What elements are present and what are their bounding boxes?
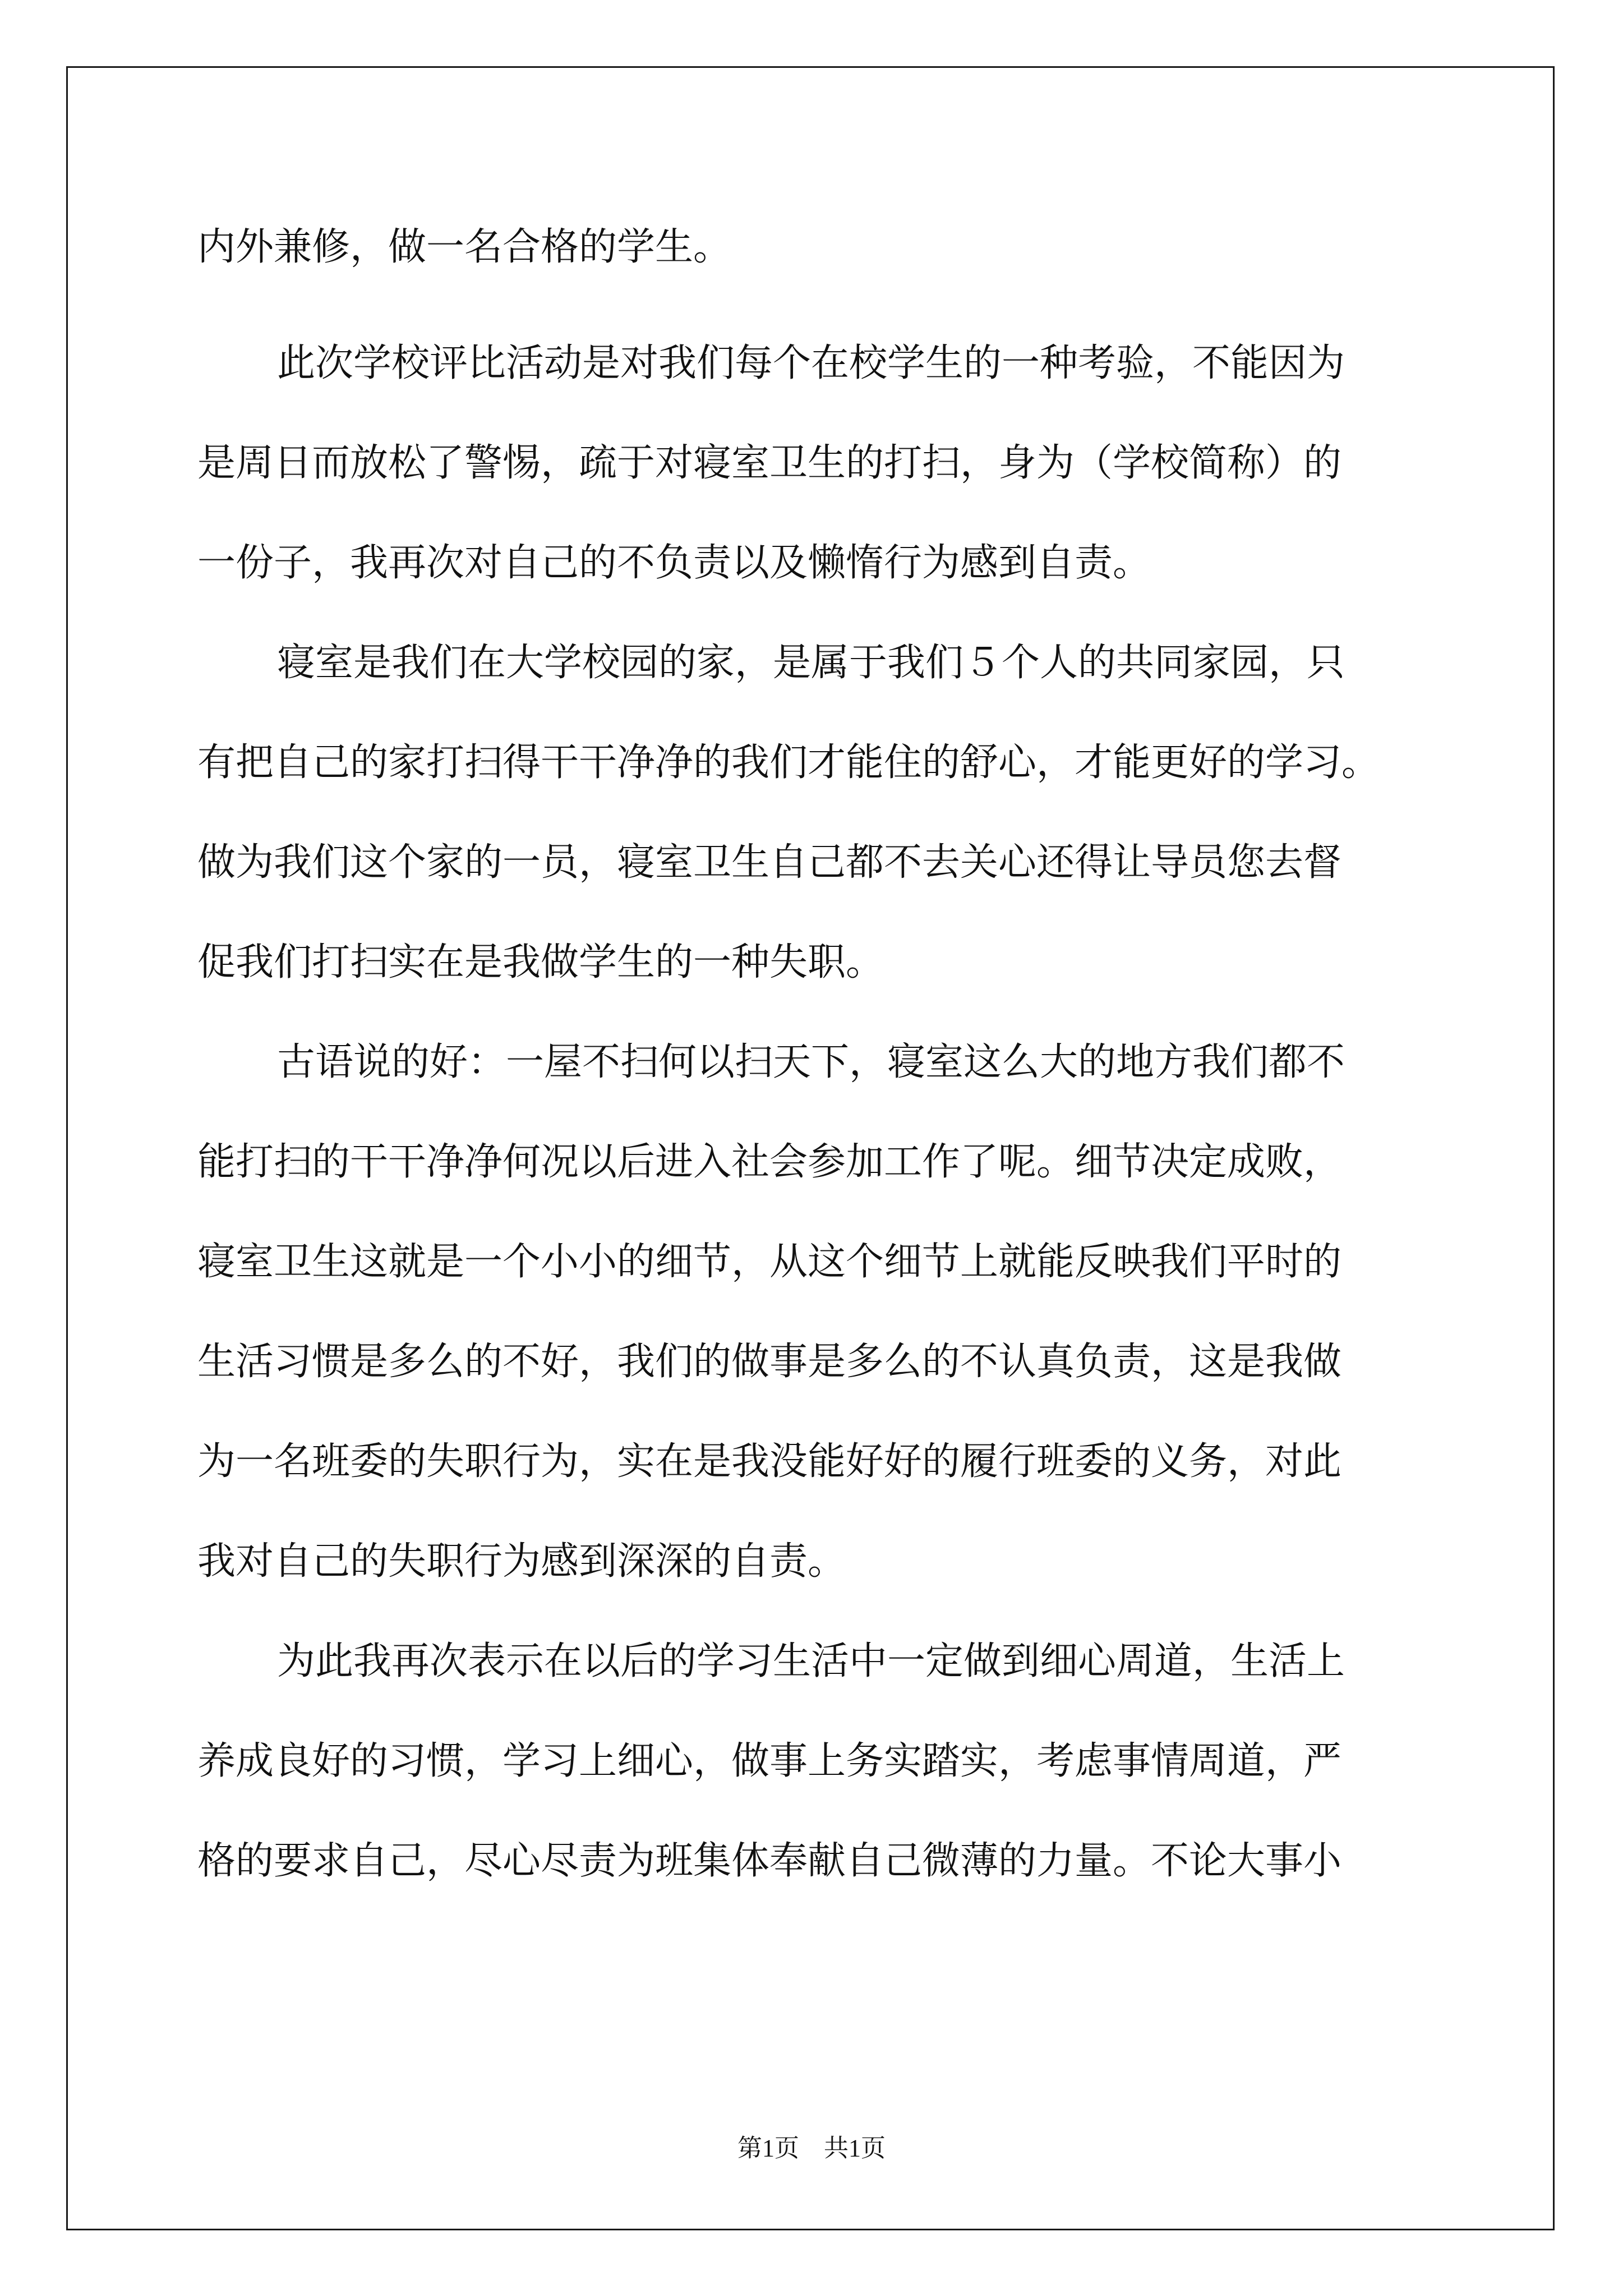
paragraph-start-line: 寝室是我们在大学校园的家，是属于我们５个人的共同家园，只 [277, 641, 1345, 685]
text-line: 是周日而放松了警惕，疏于对寝室卫生的打扫，身为（学校简称）的 [197, 441, 1342, 485]
text-line: 内外兼修，做一名合格的学生。 [197, 225, 732, 269]
text-line: 一份子，我再次对自己的不负责以及懒惰行为感到自责。 [197, 541, 1151, 585]
paragraph-start-line: 古语说的好：一屋不扫何以扫天下，寝室这么大的地方我们都不 [277, 1040, 1345, 1084]
paragraph-start-line: 此次学校评比活动是对我们每个在校学生的一种考验，不能因为 [277, 341, 1345, 385]
text-line: 生活习惯是多么的不好，我们的做事是多么的不认真负责，这是我做 [197, 1340, 1342, 1384]
page-number: 第1页 共1页 [737, 2134, 886, 2162]
text-line: 寝室卫生这就是一个小小的细节，从这个细节上就能反映我们平时的 [197, 1240, 1342, 1284]
text-line: 能打扫的干干净净何况以后进入社会参加工作了呢。细节决定成败， [197, 1140, 1342, 1184]
text-line: 我对自己的失职行为感到深深的自责。 [197, 1539, 846, 1584]
text-line: 有把自己的家打扫得干干净净的我们才能住的舒心，才能更好的学习。 [197, 740, 1380, 785]
text-line: 做为我们这个家的一员，寝室卫生自己都不去关心还得让导员您去督 [197, 840, 1342, 885]
text-line: 为一名班委的失职行为，实在是我没能好好的履行班委的义务，对此 [197, 1439, 1342, 1484]
text-line: 养成良好的习惯，学习上细心，做事上务实踏实，考虑事情周道，严 [197, 1739, 1342, 1783]
text-line: 格的要求自己，尽心尽责为班集体奉献自己微薄的力量。不论大事小 [197, 1839, 1342, 1883]
paragraph-start-line: 为此我再次表示在以后的学习生活中一定做到细心周道，生活上 [277, 1639, 1345, 1683]
text-line: 促我们打扫实在是我做学生的一种失职。 [197, 940, 884, 984]
